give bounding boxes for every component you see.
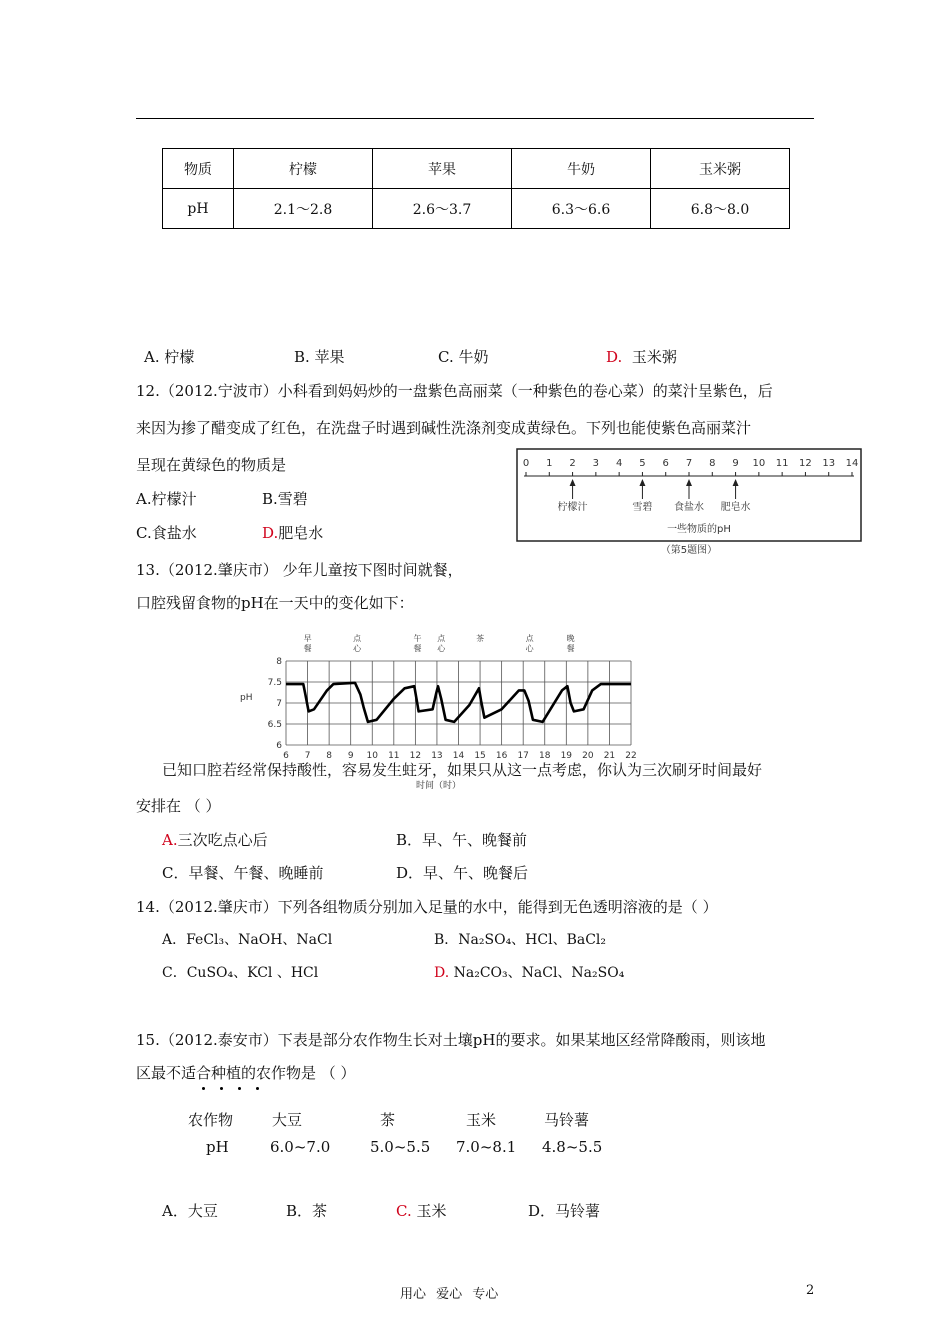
q13-line1: 13.（2012.肇庆市） 少年儿童按下图时间就餐，	[136, 561, 463, 579]
emphasis-dot	[238, 1087, 241, 1090]
answer-letter: C.	[396, 1202, 412, 1220]
answer-letter: D.	[606, 348, 623, 366]
q12-option-c: C.食盐水	[136, 524, 197, 542]
table-cell: 玉米粥	[651, 149, 790, 189]
meal-label: 点	[437, 634, 446, 643]
marker-arrow-head	[639, 479, 645, 486]
q11-option-d	[606, 347, 677, 367]
scale-tick-label: 1	[546, 458, 553, 469]
table-row	[163, 189, 790, 229]
scale-tick-label: 11	[775, 458, 789, 469]
table-cell: 6.8～8.0	[651, 189, 790, 229]
q11-option-a: A. 柠檬	[144, 348, 195, 366]
emphasis-dot	[220, 1087, 223, 1090]
option-text: 三次吃点心后	[177, 831, 268, 849]
meal-label: 点	[353, 634, 362, 643]
x-tick-label: 17	[517, 751, 529, 761]
crop-header: 马铃薯	[544, 1111, 590, 1129]
ph-table	[162, 148, 790, 229]
crop-ph-value: 4.8~5.5	[542, 1138, 603, 1156]
x-tick-label: 22	[625, 751, 637, 761]
emphasis-dot	[202, 1087, 205, 1090]
meal-label: 早	[303, 634, 312, 643]
q11-option-c: C. 牛奶	[438, 348, 489, 366]
page-number: 2	[806, 1283, 815, 1298]
answer-letter: A.	[162, 831, 178, 849]
q12-option-a: A.柠檬汁	[136, 490, 197, 508]
scale-tick-label: 6	[662, 458, 669, 469]
x-tick-label: 18	[539, 751, 551, 761]
q15-option-a: A．大豆	[162, 1202, 218, 1220]
meal-label: 午	[413, 634, 422, 643]
option-text: 玉米粥	[631, 348, 677, 366]
scale-tick-label: 9	[732, 458, 739, 469]
meal-label: 心	[525, 644, 534, 653]
q12-line2: 来因为掺了醋变成了红色，在洗盘子时遇到碱性洗涤剂变成黄绿色。下列也能使紫色高丽菜汁	[136, 419, 752, 437]
q15-line1: 15.（2012.泰安市）下表是部分农作物生长对土壤pH的要求。如果某地区经常降酸雨，则该地	[136, 1031, 766, 1049]
table-cell: pH	[163, 189, 234, 229]
q14-option-d	[434, 963, 624, 983]
q13-line4: 安排在 （ ）	[136, 797, 221, 815]
marker-label: 柠檬汁	[557, 502, 588, 513]
y-tick-label: 6	[276, 741, 282, 751]
q15-line2: 区最不适合种植的农作物是 （ ）	[136, 1064, 356, 1082]
x-tick-label: 20	[582, 751, 594, 761]
meal-label: 餐	[566, 644, 575, 653]
marker-label: 食盐水	[674, 502, 704, 513]
scale-tick-label: 3	[592, 458, 600, 469]
scale-tick-label: 7	[685, 458, 693, 469]
table-cell: 牛奶	[512, 149, 651, 189]
ph-scale-figure	[514, 448, 864, 560]
meal-label: 点	[525, 634, 534, 643]
answer-letter: D.	[434, 965, 450, 981]
crop-header: 大豆	[272, 1111, 303, 1129]
table-cell: 6.3～6.6	[512, 189, 651, 229]
x-tick-label: 15	[474, 751, 486, 761]
x-tick-label: 9	[347, 751, 354, 761]
answer-letter: D.	[262, 524, 279, 542]
meal-label: 心	[437, 644, 446, 653]
q13-option-a	[162, 830, 268, 850]
x-tick-label: 12	[409, 751, 422, 761]
marker-arrow-head	[686, 479, 692, 486]
scale-tick-label: 0	[522, 458, 530, 469]
q14-option-c: C．CuSO₄、KCl 、HCl	[162, 965, 319, 981]
x-tick-label: 8	[326, 751, 332, 761]
meal-label: 茶	[476, 634, 485, 643]
q13-option-b: B．早、午、晚餐前	[396, 831, 528, 849]
x-tick-label: 7	[304, 751, 311, 761]
footer-motto: 用心 爱心 专心	[400, 1287, 499, 1302]
scale-tick-label: 10	[752, 458, 766, 469]
q12-line3: 呈现在黄绿色的物质是	[136, 456, 287, 474]
q14-stem: 14.（2012.肇庆市）下列各组物质分别加入足量的水中，能得到无色透明溶液的是（ ）	[136, 898, 718, 916]
table-cell: 苹果	[373, 149, 512, 189]
crop-ph-value: 7.0~8.1	[456, 1138, 517, 1156]
x-tick-label: 6	[283, 751, 289, 761]
table-cell: 2.6～3.7	[373, 189, 512, 229]
y-tick-label: 7	[276, 699, 282, 709]
x-tick-label: 16	[495, 751, 508, 761]
table-row	[163, 149, 790, 189]
scale-tick-label: 5	[639, 458, 646, 469]
crop-ph-label: pH	[206, 1138, 229, 1156]
table-cell: 2.1～2.8	[234, 189, 373, 229]
meal-label: 心	[353, 644, 362, 653]
table-cell: 柠檬	[234, 149, 373, 189]
q13-option-c: C．早餐、午餐、晚睡前	[162, 864, 324, 882]
q13-line2: 口腔残留食物的pH在一天中的变化如下：	[136, 594, 414, 612]
crop-ph-value: 6.0~7.0	[270, 1138, 331, 1156]
table-cell: 物质	[163, 149, 234, 189]
q14-option-a: A．FeCl₃、NaOH、NaCl	[162, 932, 333, 948]
crop-header: 农作物	[188, 1111, 234, 1129]
marker-label: 肥皂水	[720, 502, 751, 513]
crop-ph-value: 5.0~5.5	[370, 1138, 431, 1156]
y-tick-label: 7.5	[267, 678, 282, 688]
marker-label: 雪碧	[632, 502, 653, 513]
meal-label: 餐	[303, 644, 312, 653]
scale-tick-label: 4	[615, 458, 623, 469]
emphasis-dot	[256, 1087, 259, 1090]
q11-option-b: B. 苹果	[294, 348, 345, 366]
scale-tick-label: 2	[569, 458, 576, 469]
y-tick-label: 6.5	[267, 720, 282, 730]
x-tick-label: 14	[452, 751, 465, 761]
q15-option-d: D．马铃薯	[528, 1202, 601, 1220]
meal-label: 餐	[413, 644, 422, 653]
figure-caption: （第5题图）	[660, 545, 718, 556]
marker-arrow-head	[570, 479, 576, 486]
q14-option-b: B．Na₂SO₄、HCl、BaCl₂	[434, 932, 607, 948]
crop-header: 玉米	[466, 1111, 497, 1129]
q13-line3: 已知口腔若经常保持酸性，容易发生蛀牙，如果只从这一点考虑，你认为三次刷牙时间最好	[162, 761, 763, 779]
x-tick-label: 11	[388, 751, 400, 761]
q15-option-b: B．茶	[286, 1202, 328, 1220]
x-tick-label: 21	[603, 751, 616, 761]
x-tick-label: 13	[431, 751, 443, 761]
x-tick-label: 10	[366, 751, 378, 761]
q12-line1: 12.（2012.宁波市）小科看到妈妈炒的一盘紫色高丽菜（一种紫色的卷心菜）的菜汁呈紫色，后	[136, 382, 773, 400]
option-text: 肥皂水	[278, 524, 324, 542]
meal-label: 晚	[566, 634, 575, 643]
crop-header: 茶	[380, 1111, 396, 1129]
q15-option-c	[396, 1201, 447, 1221]
option-text: Na₂CO₃、NaCl、Na₂SO₄	[453, 965, 625, 981]
scale-tick-label: 13	[822, 458, 836, 469]
x-tick-label: 19	[560, 751, 573, 761]
y-tick-label: 8	[276, 657, 282, 667]
scale-tick-label: 12	[799, 458, 812, 469]
option-text: 玉米	[416, 1202, 447, 1220]
header-rule	[136, 118, 814, 119]
marker-arrow-head	[733, 479, 739, 486]
scale-tick-label: 8	[709, 458, 716, 469]
x-axis-label: 时间（时）	[416, 781, 462, 791]
scale-tick-label: 14	[845, 458, 859, 469]
q12-option-b: B.雪碧	[262, 490, 308, 508]
figure-inner-caption: 一些物质的pH	[667, 524, 731, 535]
q12-option-d	[262, 523, 323, 543]
y-axis-label: pH	[240, 693, 253, 703]
q13-option-d: D．早、午、晚餐后	[396, 864, 529, 882]
